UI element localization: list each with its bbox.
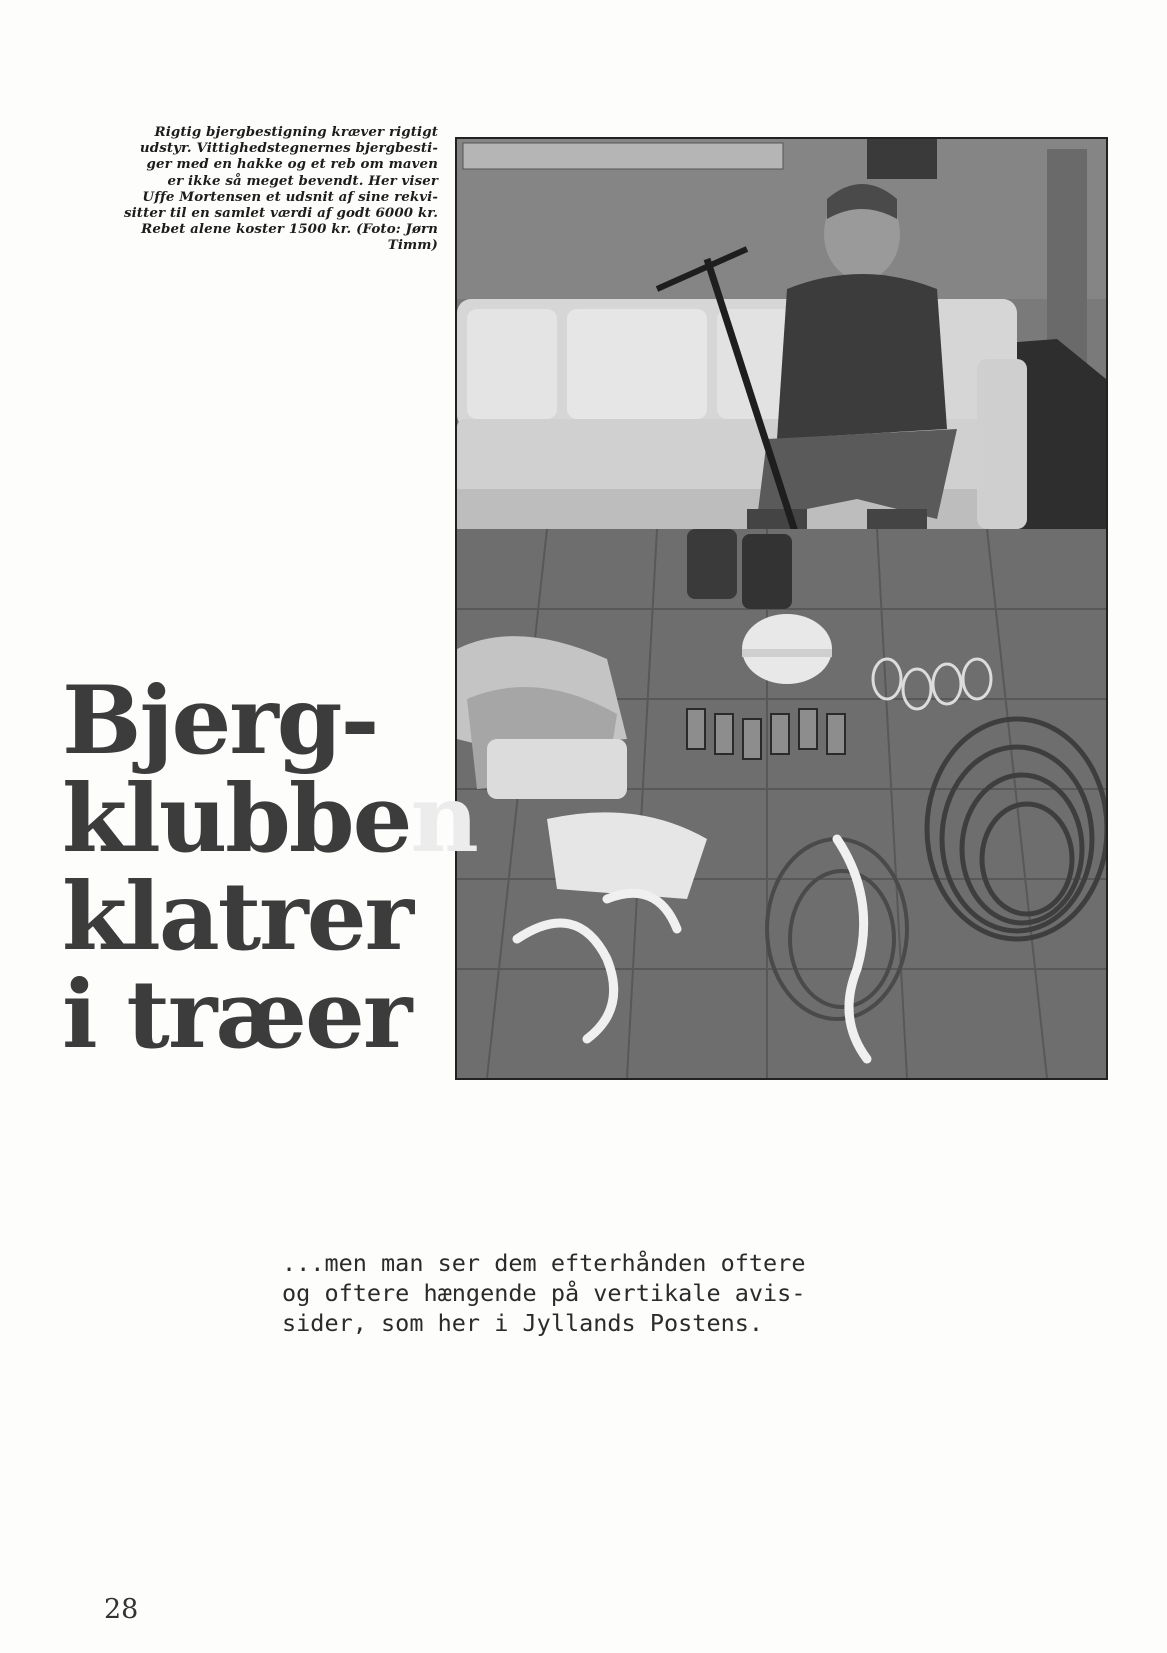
photo-caption bbox=[80, 124, 438, 254]
headline-line-2-main: klubbe bbox=[62, 764, 411, 874]
caption-line: sitter til en samlet værdi af godt 6000 kr. bbox=[123, 205, 438, 222]
body-line: sider, som her i Jyllands Postens. bbox=[282, 1309, 764, 1337]
caption-line: Rebet alene koster 1500 kr. (Foto: Jørn bbox=[141, 221, 438, 238]
caption-line: Rigtig bjergbestigning kræver rigtigt bbox=[154, 124, 438, 140]
headline-line-2 bbox=[62, 764, 477, 874]
headline-line-4: i træer bbox=[62, 960, 411, 1070]
page-number: 28 bbox=[104, 1594, 139, 1625]
body-paragraph bbox=[282, 1248, 922, 1338]
headline-line-3: klatrer bbox=[62, 862, 413, 972]
caption-line: Uffe Mortensen et udsnit af sine rekvi- bbox=[142, 188, 438, 205]
headline-line-2-faded: n bbox=[410, 764, 477, 874]
climber-photo bbox=[455, 137, 1108, 1080]
caption-line: Timm) bbox=[387, 237, 438, 254]
body-line: ...men man ser dem efterhånden oftere bbox=[282, 1249, 806, 1277]
headline bbox=[62, 666, 477, 1070]
headline-line-1: Bjerg- bbox=[62, 666, 378, 776]
climber-photo-illustration bbox=[457, 139, 1106, 1078]
body-line: og oftere hængende på vertikale avis- bbox=[282, 1279, 806, 1307]
caption-line: ger med en hakke og et reb om maven bbox=[146, 156, 438, 173]
caption-line: udstyr. Vittighedstegnernes bjergbesti- bbox=[139, 140, 438, 157]
caption-line: er ikke så meget bevendt. Her viser bbox=[167, 172, 438, 189]
